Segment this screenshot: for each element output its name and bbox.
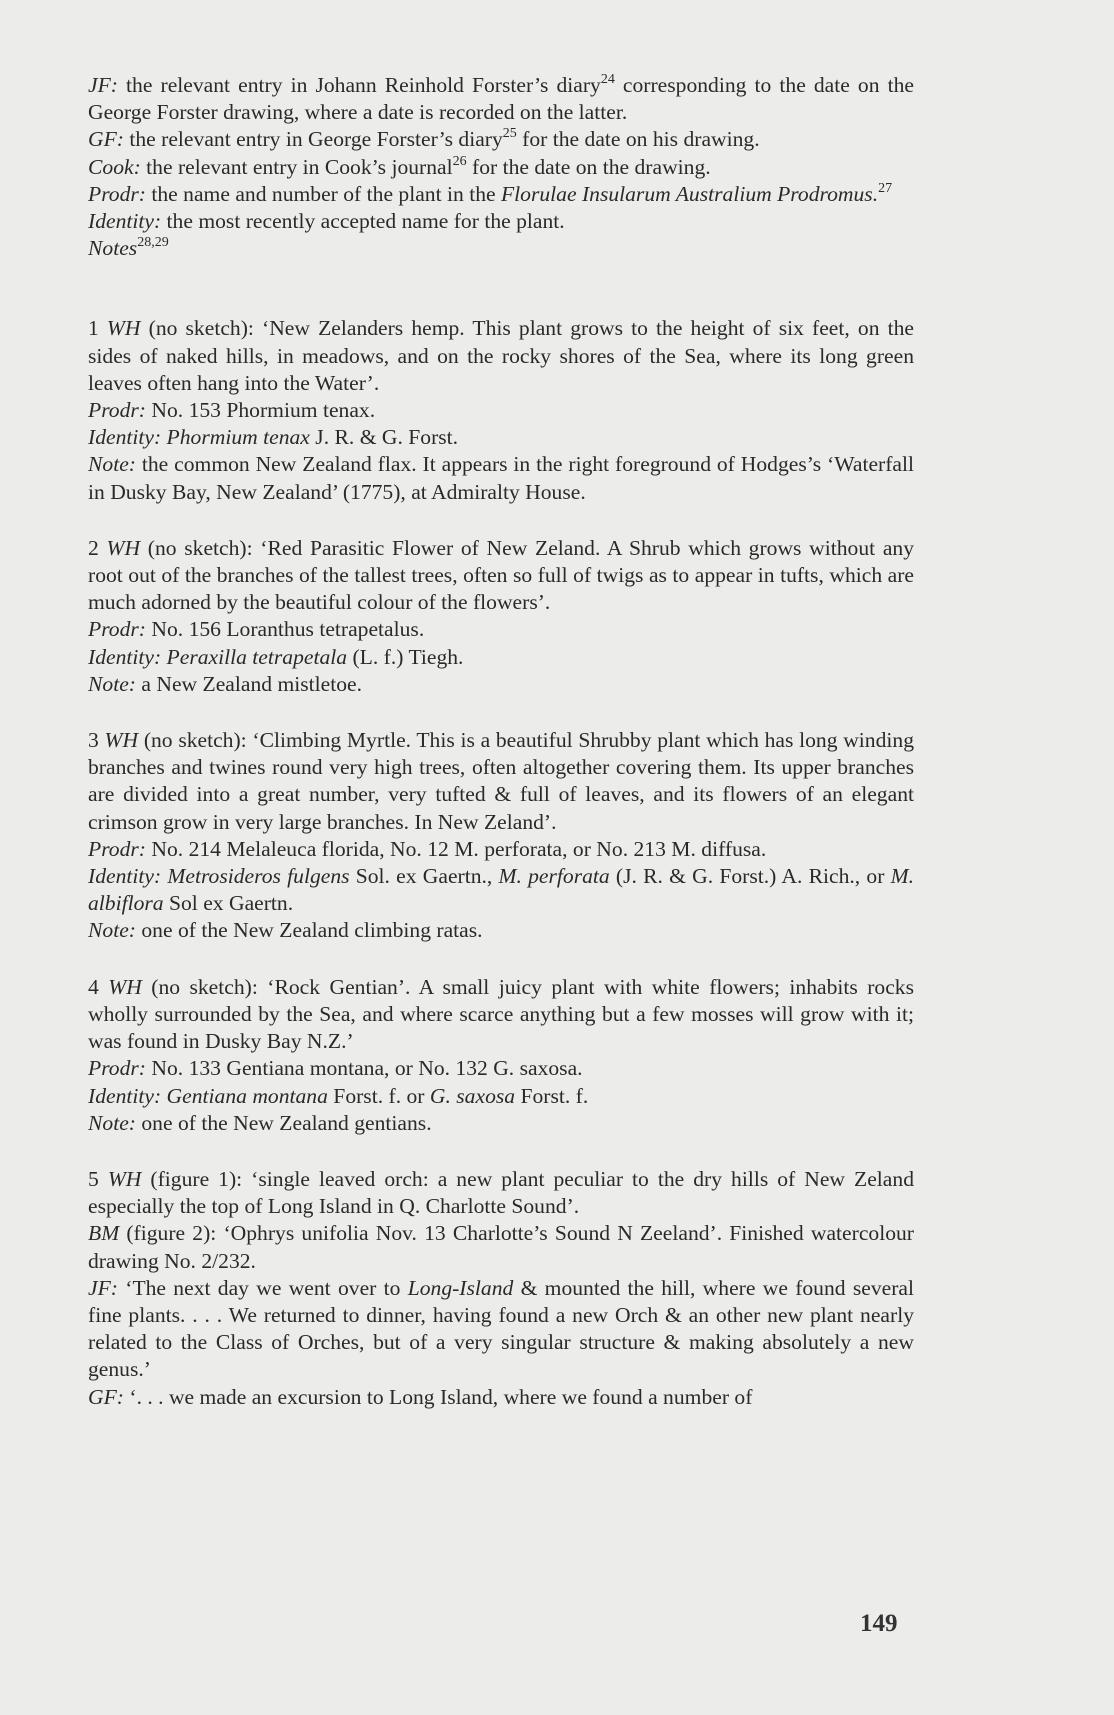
entry-heading: 1 WH (no sketch): ‘New Zelanders hemp. This plant grows to the height of six feet, on the sides of naked hills, in meadows, and on the rocky shores of the Sea, where its long green leaves often hang into the Water’. bbox=[88, 316, 914, 395]
abbreviation-legend bbox=[88, 72, 914, 262]
entry-prodr: Prodr: No. 153 Phormium tenax. bbox=[88, 398, 376, 423]
legend-prodr: Prodr: the name and number of the plant in the Florulae Insularum Australium Prodromus.$^{27}$ bbox=[88, 180, 893, 206]
page-number: 149 bbox=[860, 1610, 898, 1637]
entry-prodr: Prodr: No. 133 Gentiana montana, or No. 132 G. saxosa. bbox=[88, 1056, 583, 1081]
entry-heading: 3 WH (no sketch): ‘Climbing Myrtle. This is a beautiful Shrubby plant which has long winding branches and twines round very high trees, often altogether covering them. Its upper branches are divided into a great number, very tufted & full of leaves, and its flowers of an elegant crimson grow in very large branches. In New Zeland’. bbox=[88, 728, 914, 834]
entry-identity: Identity: Peraxilla tetrapetala (L. f.) Tiegh. bbox=[88, 644, 464, 669]
entry-note: Note: the common New Zealand flax. It appears in the right foreground of Hodges’s ‘Waterfall in Dusky Bay, New Zealand’ (1775), at Admiralty House. bbox=[88, 452, 914, 504]
entry-note: Note: one of the New Zealand gentians. bbox=[88, 1110, 432, 1135]
legend-notes: Notes$^{28,29}$ bbox=[88, 235, 169, 261]
entry-3 bbox=[88, 727, 914, 945]
legend-identity: Identity: the most recently accepted name for the plant. bbox=[88, 209, 565, 234]
entry-1 bbox=[88, 315, 914, 505]
entry-jf: JF: ‘The next day we went over to Long-Island & mounted the hill, where we found several fine plants. . . . We returned to dinner, having found a new Orch & an other new plant nearly related to the Class of Orches, but of a very singular structure & making absolutely a new genus.’ bbox=[88, 1275, 914, 1382]
entry-identity: Identity: Gentiana montana Forst. f. or G. saxosa Forst. f. bbox=[88, 1083, 589, 1108]
entry-5 bbox=[88, 1166, 914, 1411]
entry-identity: Identity: Phormium tenax J. R. & G. Forst. bbox=[88, 425, 459, 450]
entry-heading: 5 WH (figure 1): ‘single leaved orch: a new plant peculiar to the dry hills of New Zeland especially the top of Long Island in Q. Charlotte Sound’. bbox=[88, 1166, 914, 1219]
entry-gf: GF: ‘. . . we made an excursion to Long Island, where we found a number of bbox=[88, 1384, 753, 1409]
legend-jf: JF: the relevant entry in Johann Reinhold Forster’s diary$^{24}$ corresponding to the date on the George Forster drawing, where a date is recorded on the latter. bbox=[88, 72, 914, 125]
entry-2 bbox=[88, 535, 914, 698]
entry-note: Note: one of the New Zealand climbing ratas. bbox=[88, 918, 483, 943]
entry-prodr: Prodr: No. 156 Loranthus tetrapetalus. bbox=[88, 617, 425, 642]
entry-prodr: Prodr: No. 214 Melaleuca florida, No. 12 M. perforata, or No. 213 M. diffusa. bbox=[88, 836, 767, 861]
entry-bm: BM (figure 2): ‘Ophrys unifolia Nov. 13 Charlotte’s Sound N Zeeland’. Finished watercolour drawing No. 2/232. bbox=[88, 1221, 914, 1273]
legend-cook: Cook: the relevant entry in Cook’s journal$^{26}$ for the date on the drawing. bbox=[88, 153, 711, 179]
entry-heading: 4 WH (no sketch): ‘Rock Gentian’. A small juicy plant with white flowers; inhabits rocks wholly surrounded by the Sea, and where scarce anything but a few mosses will grow with it; was found in Dusky Bay N.Z.’ bbox=[88, 974, 914, 1054]
entry-note: Note: a New Zealand mistletoe. bbox=[88, 671, 363, 696]
entry-identity: Identity: Metrosideros fulgens Sol. ex Gaertn., M. perforata (J. R. & G. Forst.) A. Rich., or M. albiflora Sol ex Gaertn. bbox=[88, 864, 914, 916]
entry-4 bbox=[88, 974, 914, 1137]
entry-heading: 2 WH (no sketch): ‘Red Parasitic Flower of New Zeland. A Shrub which grows without any root out of the branches of the tallest trees, often so full of twigs as to appear in tufts, which are much adorned by the beautiful colour of the flowers’. bbox=[88, 535, 915, 615]
legend-gf: GF: the relevant entry in George Forster’s diary$^{25}$ for the date on his drawing. bbox=[88, 126, 760, 152]
page-body bbox=[88, 72, 914, 1411]
